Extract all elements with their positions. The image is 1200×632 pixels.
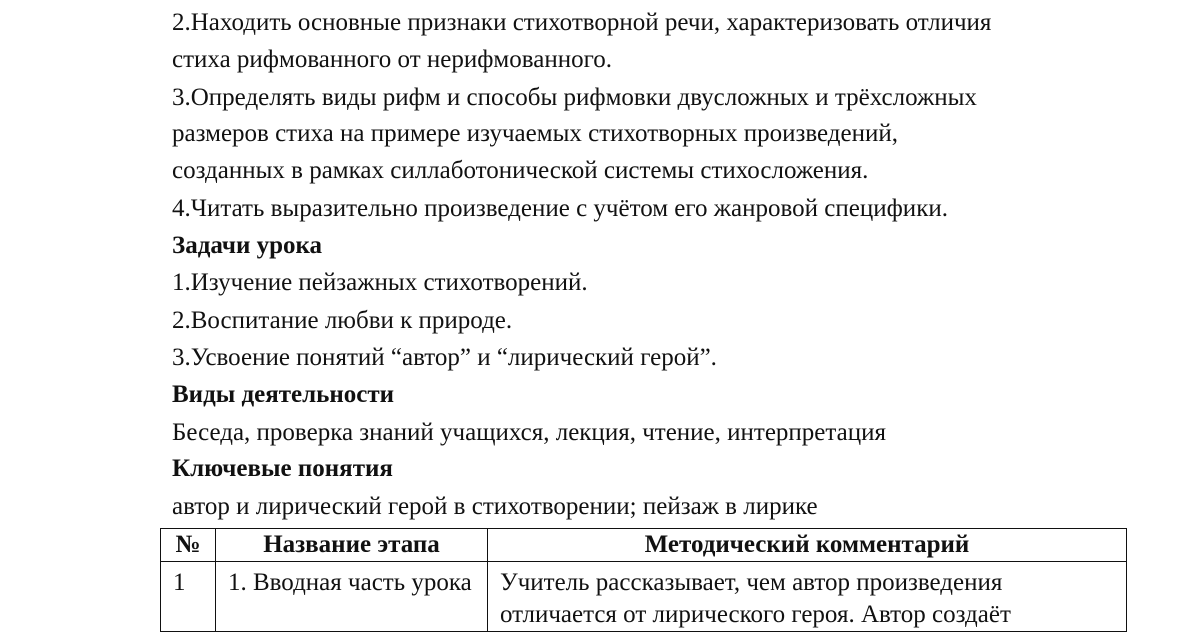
task-item: 2.Воспитание любви к природе. xyxy=(172,307,513,334)
lesson-stages-table xyxy=(160,528,1127,632)
table-row xyxy=(161,562,1127,632)
goal-line: размеров стиха на примере изучаемых стихотворных произведений, xyxy=(172,120,898,147)
goal-line: 3.Определять виды рифм и способы рифмовки двусложных и трёхсложных xyxy=(172,84,977,111)
goal-line: созданных в рамках силлаботонической системы стихосложения. xyxy=(172,157,869,184)
header-method-comment: Методический комментарий xyxy=(488,529,1127,562)
goal-line: 2.Находить основные признаки стихотворной речи, характеризовать отличия xyxy=(172,9,992,36)
concepts-text: автор и лирический герой в стихотворении; пейзаж в лирике xyxy=(172,493,818,520)
row-method-comment: Учитель рассказывает, чем автор произведения отличается от лирического героя. Автор создаёт xyxy=(488,562,1127,632)
activities-text: Беседа, проверка знаний учащихся, лекция, чтение, интерпретация xyxy=(172,419,886,446)
header-stage-name: Название этапа xyxy=(216,529,488,562)
goal-line: 4.Читать выразительно произведение с учётом его жанровой специфики. xyxy=(172,195,948,222)
activities-heading: Виды деятельности xyxy=(172,381,395,408)
goal-line: стиха рифмованного от нерифмованного. xyxy=(172,46,612,73)
task-item: 3.Усвоение понятий “автор” и “лирический герой”. xyxy=(172,344,717,371)
row-number: 1 xyxy=(161,562,216,632)
row-stage-name: 1. Вводная часть урока xyxy=(216,562,488,632)
concepts-heading: Ключевые понятия xyxy=(172,455,393,482)
task-item: 1.Изучение пейзажных стихотворений. xyxy=(172,269,588,296)
table-header-row xyxy=(161,529,1127,562)
header-number: № xyxy=(161,529,216,562)
tasks-heading: Задачи урока xyxy=(172,232,323,259)
